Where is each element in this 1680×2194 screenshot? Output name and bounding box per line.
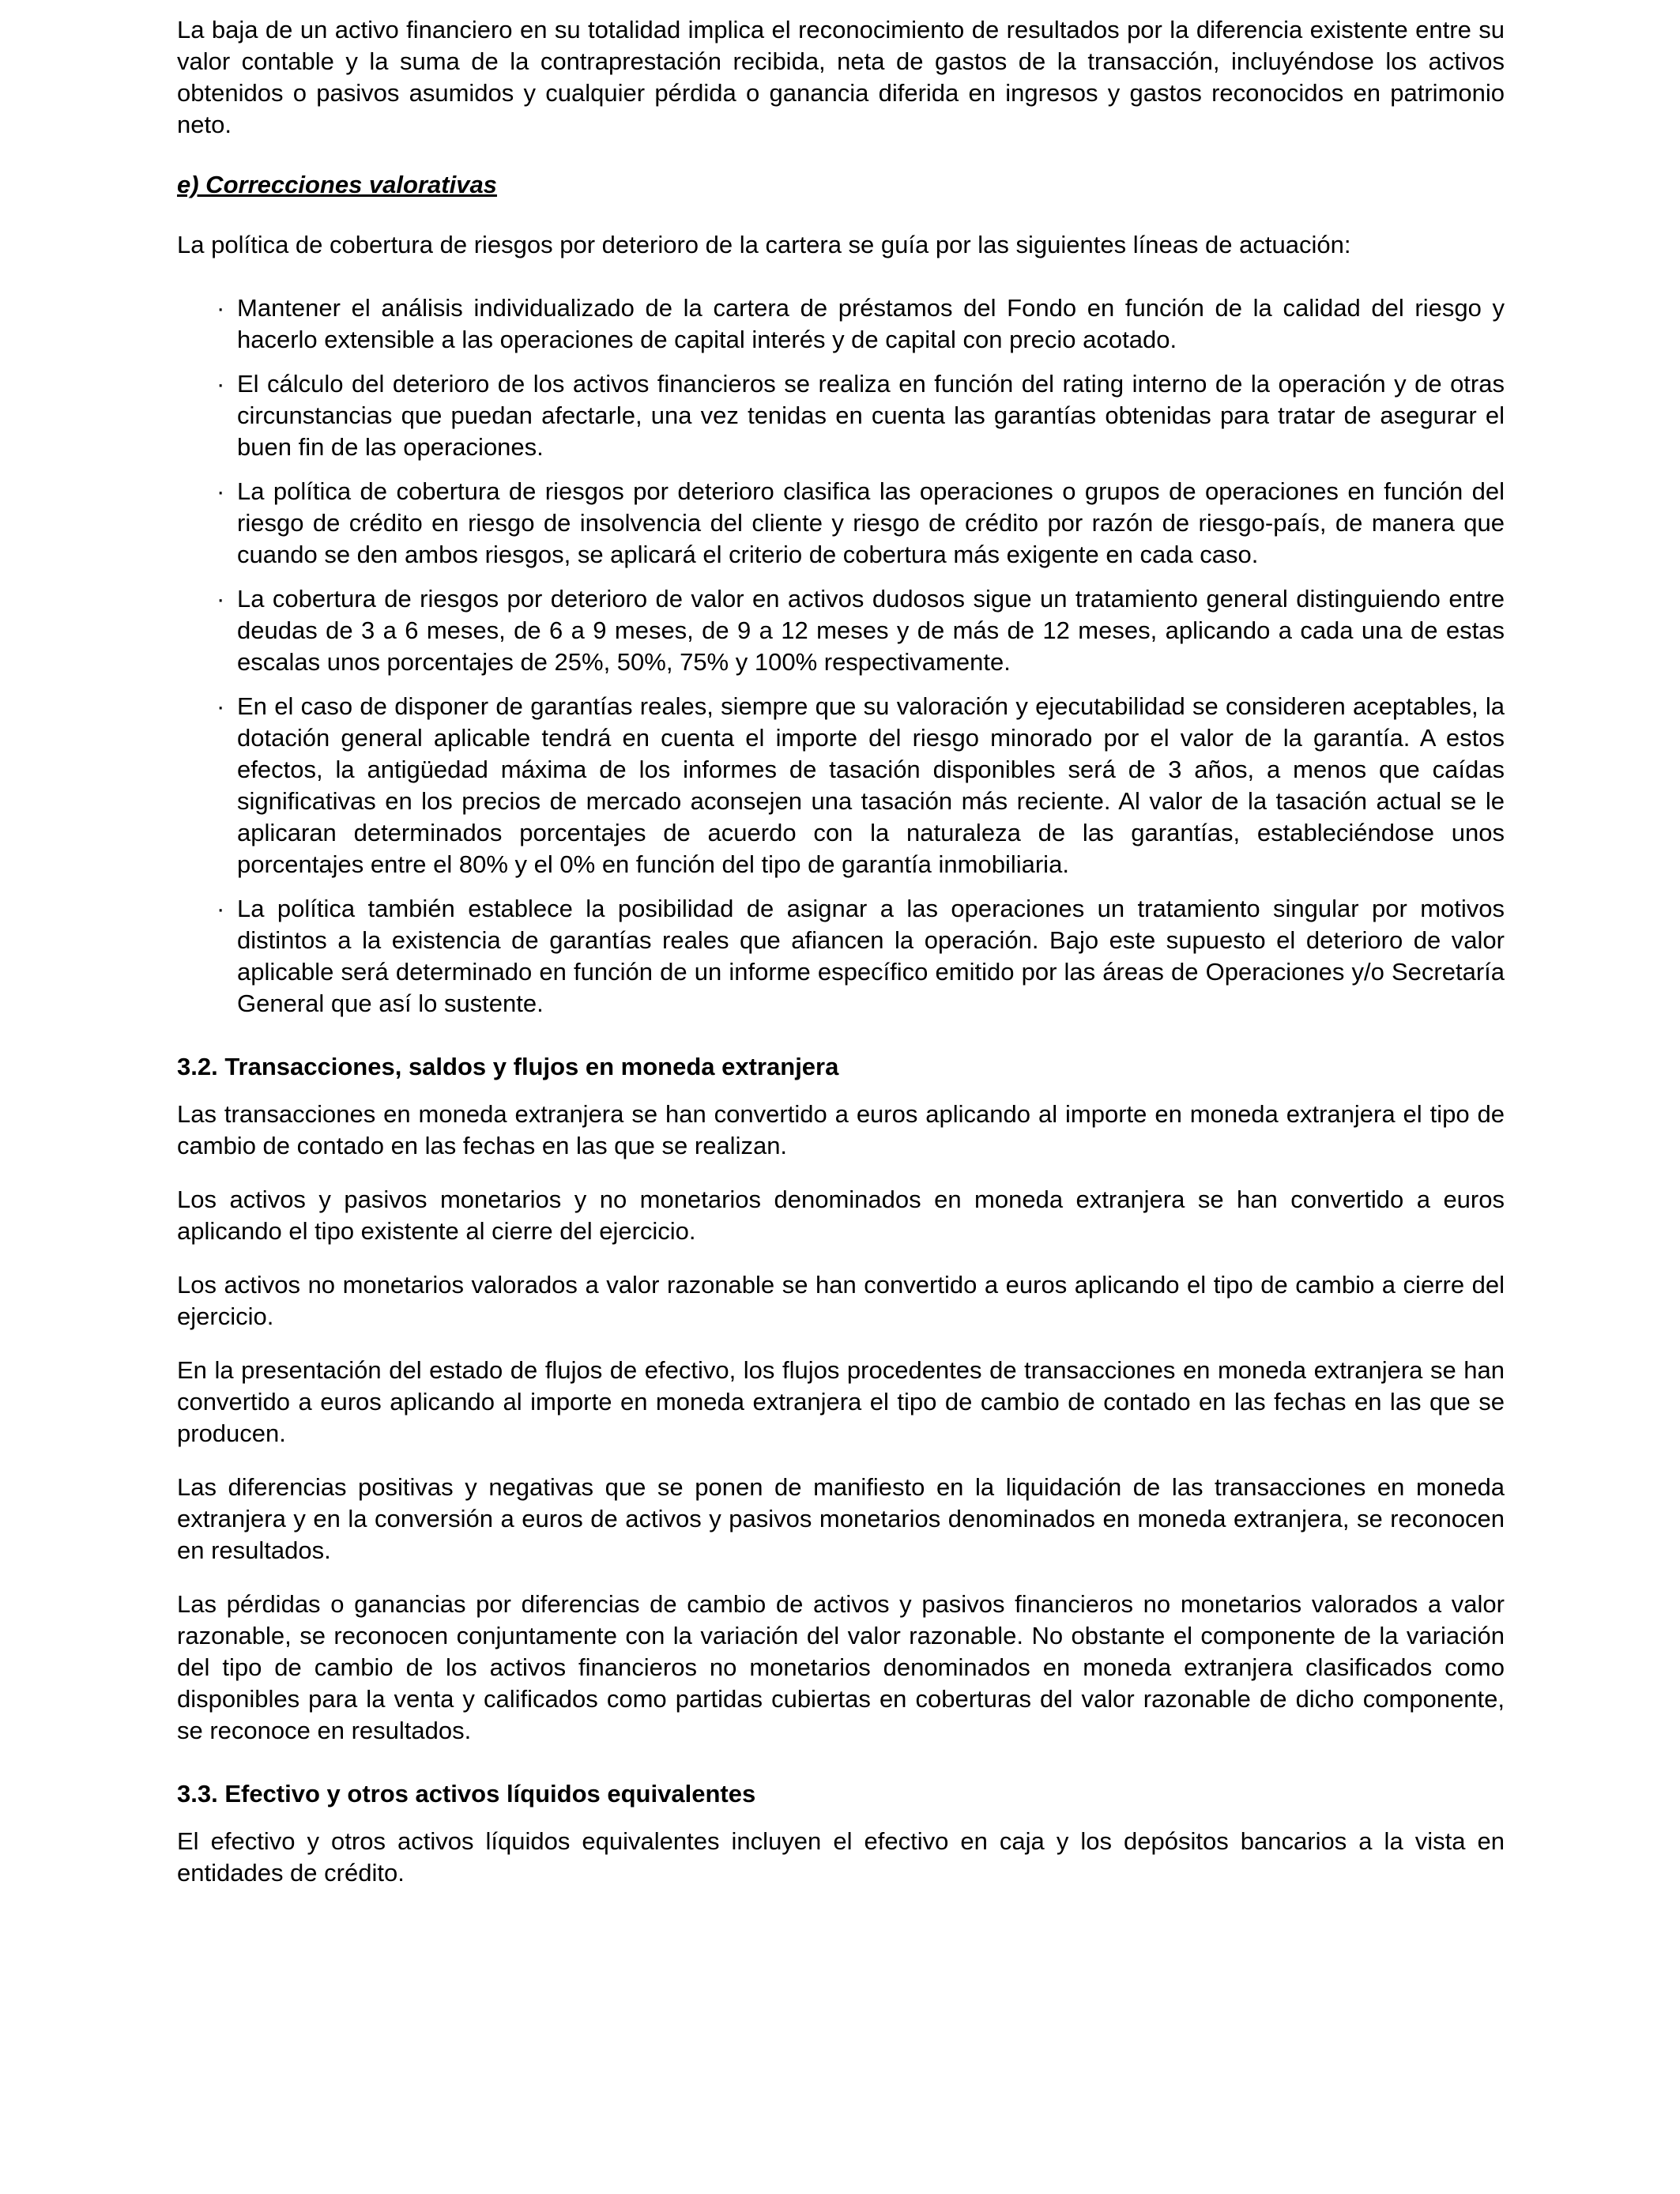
section-3-2-paragraph: Las diferencias positivas y negativas que se ponen de manifiesto en la liquidación de las transacciones en moneda extranjera y en la conversión a euros de activos y pasivos monetarios denominados en moneda extranjera, se reconocen en resultados. (177, 1473, 1505, 1564)
section-3-2-paragraph: Los activos y pasivos monetarios y no monetarios denominados en moneda extranjera se han convertido a euros aplicando el tipo existente al cierre del ejercicio. (177, 1186, 1505, 1245)
document-page (177, 14, 1505, 1911)
list-item (217, 476, 1505, 571)
list-item-text: La cobertura de riesgos por deterioro de valor en activos dudosos sigue un tratamiento general distinguiendo entre deudas de 3 a 6 meses, de 6 a 9 meses, de 9 a 12 meses y de más de 12 meses, aplicando a cada una de estas escalas unos porcentajes de 25%, 50%, 75% y 100% respectivamente. (237, 585, 1505, 676)
bullet-icon: · (217, 895, 225, 922)
bullet-icon: · (217, 294, 225, 322)
intro-paragraph: La baja de un activo financiero en su totalidad implica el reconocimiento de resultados por la diferencia existente entre su valor contable y la suma de la contraprestación recibida, neta de gastos de la transacción, incluyéndose los activos obtenidos o pasivos asumidos y cualquier pérdida o ganancia diferida en ingresos y gastos reconocidos en patrimonio neto. (177, 16, 1505, 138)
list-item-text: El cálculo del deterioro de los activos financieros se realiza en función del rating interno de la operación y de otras circunstancias que puedan afectarle, una vez tenidas en cuenta las garantías obtenidas para tratar de asegurar el buen fin de las operaciones. (237, 370, 1505, 461)
section-3-2-paragraph: Los activos no monetarios valorados a valor razonable se han convertido a euros aplicando el tipo de cambio a cierre del ejercicio. (177, 1271, 1505, 1330)
list-item-text: La política de cobertura de riesgos por deterioro clasifica las operaciones o grupos de operaciones en función del riesgo de crédito en riesgo de insolvencia del cliente y riesgo de crédito por razón de riesgo-país, de manera que cuando se den ambos riesgos, se aplicará el criterio de cobertura más exigente en cada caso. (237, 477, 1505, 568)
section-3-2-paragraph: En la presentación del estado de flujos de efectivo, los flujos procedentes de transacciones en moneda extranjera se han convertido a euros aplicando al importe en moneda extranjera el tipo de cambio de contado en las fechas en las que se producen. (177, 1356, 1505, 1447)
list-item (217, 893, 1505, 1020)
bullet-icon: · (217, 370, 225, 398)
section-3-2-paragraph: Las pérdidas o ganancias por diferencias de cambio de activos y pasivos financieros no monetarios valorados a valor razonable, se reconocen conjuntamente con la variación del valor razonable. No obstante el componente de la variación del tipo de cambio de los activos financieros no monetarios denominados en moneda extranjera clasificados como disponibles para la venta y calificados como partidas cubiertas en coberturas del valor razonable de dicho componente, se reconoce en resultados. (177, 1590, 1505, 1744)
list-item-text: La política también establece la posibilidad de asignar a las operaciones un tratamiento singular por motivos distintos a la existencia de garantías reales que afiancen la operación. Bajo este supuesto el deterioro de valor aplicable será determinado en función de un informe específico emitido por las áreas de Operaciones y/o Secretaría General que así lo sustente. (237, 895, 1505, 1017)
bullet-icon: · (217, 477, 225, 505)
list-item (217, 691, 1505, 880)
list-item-text: Mantener el análisis individualizado de la cartera de préstamos del Fondo en función de la calidad del riesgo y hacerlo extensible a las operaciones de capital interés y de capital con precio acotado. (237, 294, 1505, 353)
section-3-3-heading: 3.3. Efectivo y otros activos líquidos equivalentes (177, 1780, 756, 1808)
section-3-2-paragraph: Las transacciones en moneda extranjera se han convertido a euros aplicando al importe en moneda extranjera el tipo de cambio de contado en las fechas en las que se realizan. (177, 1100, 1505, 1159)
bullet-icon: · (217, 585, 225, 613)
list-item (217, 368, 1505, 463)
section-3-3-paragraph: El efectivo y otros activos líquidos equivalentes incluyen el efectivo en caja y los depósitos bancarios a la vista en entidades de crédito. (177, 1827, 1505, 1887)
bullet-icon: · (217, 692, 225, 720)
section-e-title: e) Correcciones valorativas (177, 171, 497, 198)
section-e-lead: La política de cobertura de riesgos por deterioro de la cartera se guía por las siguientes líneas de actuación: (177, 231, 1351, 258)
section-3-2-heading: 3.2. Transacciones, saldos y flujos en moneda extranjera (177, 1053, 839, 1080)
list-item-text: En el caso de disponer de garantías reales, siempre que su valoración y ejecutabilidad se consideren aceptables, la dotación general aplicable tendrá en cuenta el importe del riesgo minorado por el valor de la garantía. A estos efectos, la antigüedad máxima de los informes de tasación disponibles será de 3 años, a menos que caídas significativas en los precios de mercado aconsejen una tasación más reciente. Al valor de la tasación actual se le aplicaran determinados porcentajes de acuerdo con la naturaleza de las garantías, estableciéndose unos porcentajes entre el 80% y el 0% en función del tipo de garantía inmobiliaria. (237, 692, 1505, 878)
list-item (217, 292, 1505, 356)
impairment-policy-list (177, 292, 1505, 1020)
list-item (217, 583, 1505, 678)
